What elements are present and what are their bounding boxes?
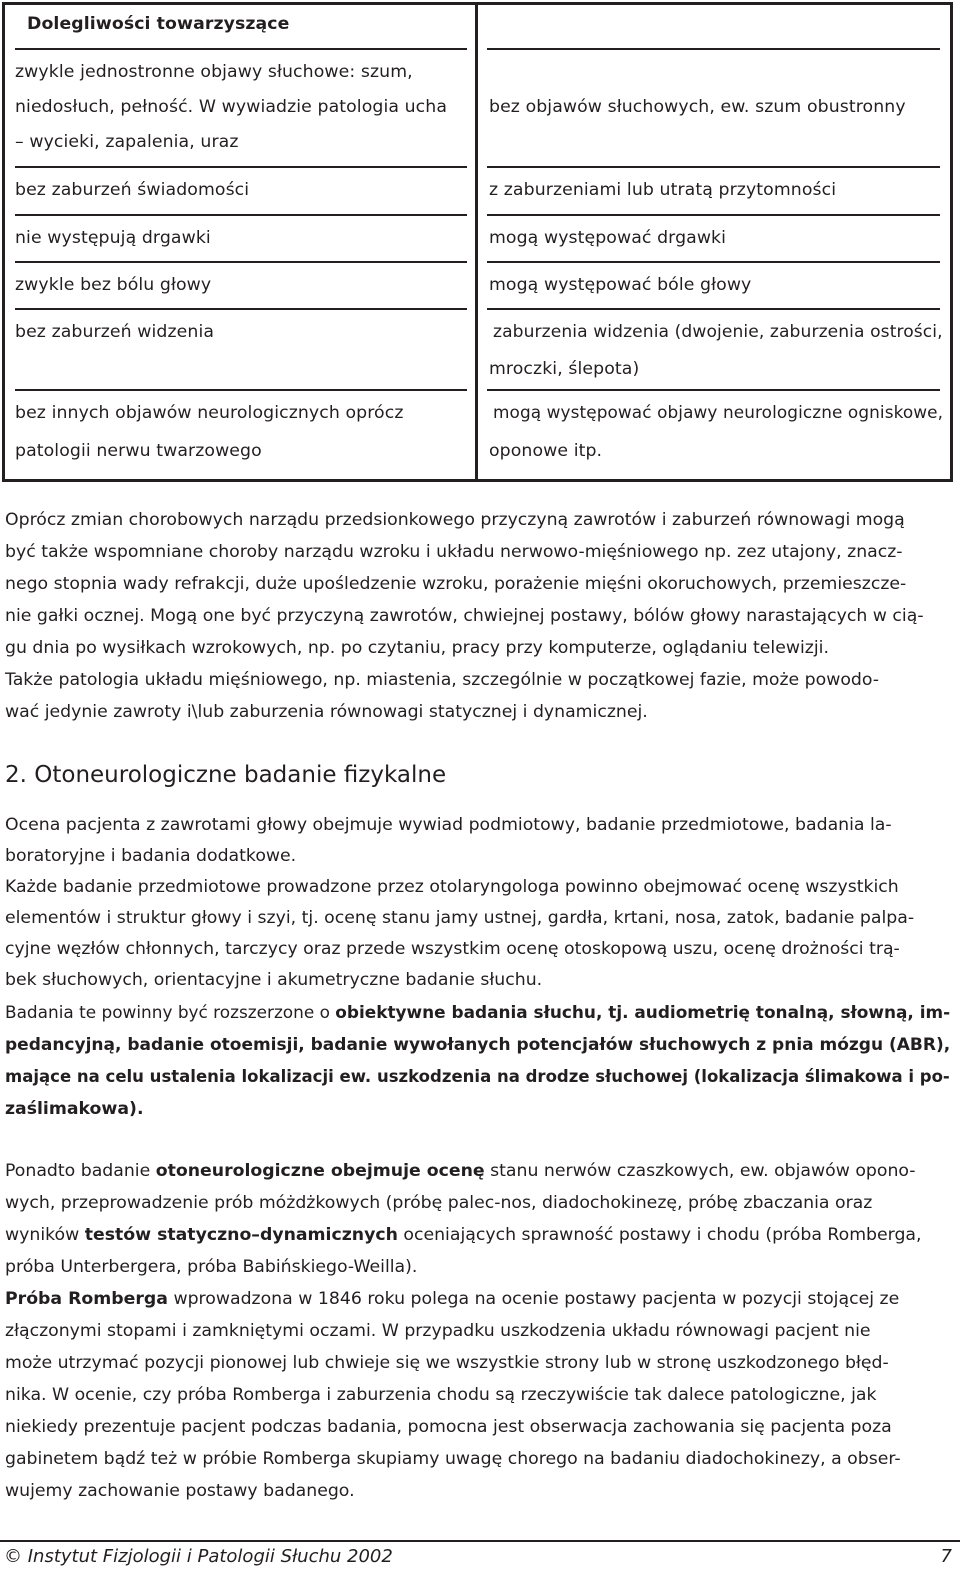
right-cell-line: oponowe itp. — [489, 441, 603, 461]
row-divider — [487, 166, 940, 168]
paragraph-line: nika. W ocenie, czy próba Romberga i zaburzenia chodu są rzeczywiście tak dalece patologiczne, jak — [5, 1385, 877, 1405]
footer-copyright: © Instytut Fizjologii i Patologii Słuchu 2002 — [4, 1546, 393, 1567]
paragraph-line: może utrzymać pozycji pionowej lub chwieje się we wszystkie strony lub w stronę uszkodzonego błęd- — [5, 1353, 889, 1373]
row-divider — [487, 389, 940, 391]
paragraph-line: gu dnia po wysiłkach wzrokowych, np. po czytaniu, pracy przy komputerze, oglądaniu telewizji. — [5, 638, 829, 658]
plain-text: wprowadzona w 1846 roku polega na ocenie postawy pacjenta w pozycji stojącej ze — [167, 1289, 900, 1309]
row-divider — [15, 389, 467, 391]
plain-text: Ponadto badanie — [5, 1161, 156, 1181]
left-cell-line: bez innych objawów neurologicznych oprócz — [15, 403, 404, 423]
left-cell-line: patologii nerwu twarzowego — [15, 441, 262, 461]
left-cell-line: bez zaburzeń widzenia — [15, 322, 215, 342]
bold-text: otoneurologiczne obejmuje ocenę — [155, 1161, 485, 1181]
paragraph-line — [5, 1035, 951, 1055]
paragraph-line: Ocena pacjenta z zawrotami głowy obejmuje wywiad podmiotowy, badanie przedmiotowe, badania la- — [5, 815, 892, 835]
plain-text: wyników — [5, 1225, 85, 1245]
paragraph-line: wych, przeprowadzenie prób móżdżkowych (próbę palec-nos, diadochokinezę, próbę zbaczania oraz — [5, 1193, 873, 1213]
row-divider — [487, 261, 940, 263]
right-cell-line: zaburzenia widzenia (dwojenie, zaburzenia ostrości, — [493, 322, 943, 342]
paragraph-line — [5, 1289, 950, 1309]
table-header: Dolegliwości towarzyszące — [27, 14, 290, 34]
paragraph-line: być także wspomniane choroby narządu wzroku i układu nerwowo-mięśniowego np. zez utajony, znacz- — [5, 542, 903, 562]
paragraph-line: Każde badanie przedmiotowe prowadzone przez otolaryngologa powinno obejmować ocenę wszystkich — [5, 877, 899, 897]
bold-text: mające na celu ustalenia lokalizacji ew. uszkodzenia na drodze słuchowej (lokalizacja ślimakowa i po- — [5, 1067, 950, 1087]
paragraph-line: próba Unterbergera, próba Babińskiego-Weilla). — [5, 1257, 418, 1277]
table-column-divider — [475, 5, 478, 479]
right-cell-line: bez objawów słuchowych, ew. szum obustronny — [489, 97, 906, 117]
page-number: 7 — [940, 1546, 952, 1567]
paragraph-line: gabinetem bądź też w próbie Romberga skupiamy uwagę chorego na badaniu diadochokinezy, a obser- — [5, 1449, 901, 1469]
left-cell-line: zwykle jednostronne objawy słuchowe: szum, — [15, 62, 413, 82]
paragraph-line — [5, 1003, 951, 1023]
row-divider — [487, 48, 940, 50]
row-divider — [15, 48, 467, 50]
paragraph-line: nego stopnia wady refrakcji, duże upośledzenie wzroku, porażenie mięśni okoruchowych, przemieszcze- — [5, 574, 907, 594]
paragraph-line: złączonymi stopami i zamkniętymi oczami. W przypadku uszkodzenia układu równowagi pacjent nie — [5, 1321, 871, 1341]
paragraph-line — [5, 1161, 950, 1181]
paragraph-line: wujemy zachowanie postawy badanego. — [5, 1481, 355, 1501]
paragraph-line — [5, 1067, 950, 1087]
bold-text: obiektywne badania słuchu, tj. audiometrię tonalną, słowną, im- — [335, 1003, 951, 1023]
plain-text: oceniających sprawność postawy i chodu (próba Romberga, — [397, 1225, 922, 1245]
footer-rule — [0, 1540, 960, 1542]
paragraph-line: boratoryjne i badania dodatkowe. — [5, 846, 297, 866]
right-cell-line: mogą występować bóle głowy — [489, 275, 752, 295]
paragraph-line — [5, 1225, 950, 1245]
row-divider — [487, 214, 940, 216]
bold-text: testów statyczno–dynamicznych — [84, 1225, 398, 1245]
row-divider — [15, 214, 467, 216]
row-divider — [15, 261, 467, 263]
right-cell-line: mroczki, ślepota) — [489, 359, 640, 379]
row-divider — [487, 308, 940, 310]
bold-text: zaślimakowa). — [5, 1099, 144, 1119]
bold-text: Próba Romberga — [5, 1289, 168, 1309]
paragraph-line: Oprócz zmian chorobowych narządu przedsionkowego przyczyną zawrotów i zaburzeń równowagi mogą — [5, 510, 905, 530]
paragraph-line: nie gałki ocznej. Mogą one być przyczyną zawrotów, chwiejnej postawy, bólów głowy narastających w cią- — [5, 606, 924, 626]
plain-text: stanu nerwów czaszkowych, ew. objawów opono- — [484, 1161, 916, 1181]
right-cell-line: mogą występować objawy neurologiczne ogniskowe, — [493, 403, 944, 423]
right-cell-line: mogą występować drgawki — [489, 228, 727, 248]
left-cell-line: nie występują drgawki — [15, 228, 211, 248]
section-heading: 2. Otoneurologiczne badanie fizykalne — [5, 762, 447, 788]
right-cell-line: z zaburzeniami lub utratą przytomności — [489, 180, 837, 200]
paragraph-line — [5, 1099, 950, 1119]
bold-text: pedancyjną, badanie otoemisji, badanie wywołanych potencjałów słuchowych z pnia mózgu (ABR), — [5, 1035, 951, 1055]
comparison-table — [2, 2, 953, 482]
paragraph-line: cyjne węzłów chłonnych, tarczycy oraz przede wszystkim ocenę otoskopową uszu, ocenę drożności trą- — [5, 939, 900, 959]
paragraph-line: niekiedy prezentuje pacjent podczas badania, pomocna jest obserwacja zachowania się pacjenta poza — [5, 1417, 892, 1437]
left-cell-line: bez zaburzeń świadomości — [15, 180, 250, 200]
paragraph-line: bek słuchowych, orientacyjne i akumetryczne badanie słuchu. — [5, 970, 543, 990]
row-divider — [15, 166, 467, 168]
plain-text: Badania te powinny być rozszerzone o — [5, 1003, 336, 1023]
paragraph-line: Także patologia układu mięśniowego, np. miastenia, szczególnie w początkowej fazie, może powodo- — [5, 670, 880, 690]
paragraph-line: elementów i struktur głowy i szyi, tj. ocenę stanu jamy ustnej, gardła, krtani, nosa, zatok, badanie palpa- — [5, 908, 915, 928]
row-divider — [15, 308, 467, 310]
left-cell-line: zwykle bez bólu głowy — [15, 275, 212, 295]
left-cell-line: – wycieki, zapalenia, uraz — [15, 132, 239, 152]
left-cell-line: niedosłuch, pełność. W wywiadzie patologia ucha — [15, 97, 448, 117]
paragraph-line: wać jedynie zawroty i\lub zaburzenia równowagi statycznej i dynamicznej. — [5, 702, 648, 722]
